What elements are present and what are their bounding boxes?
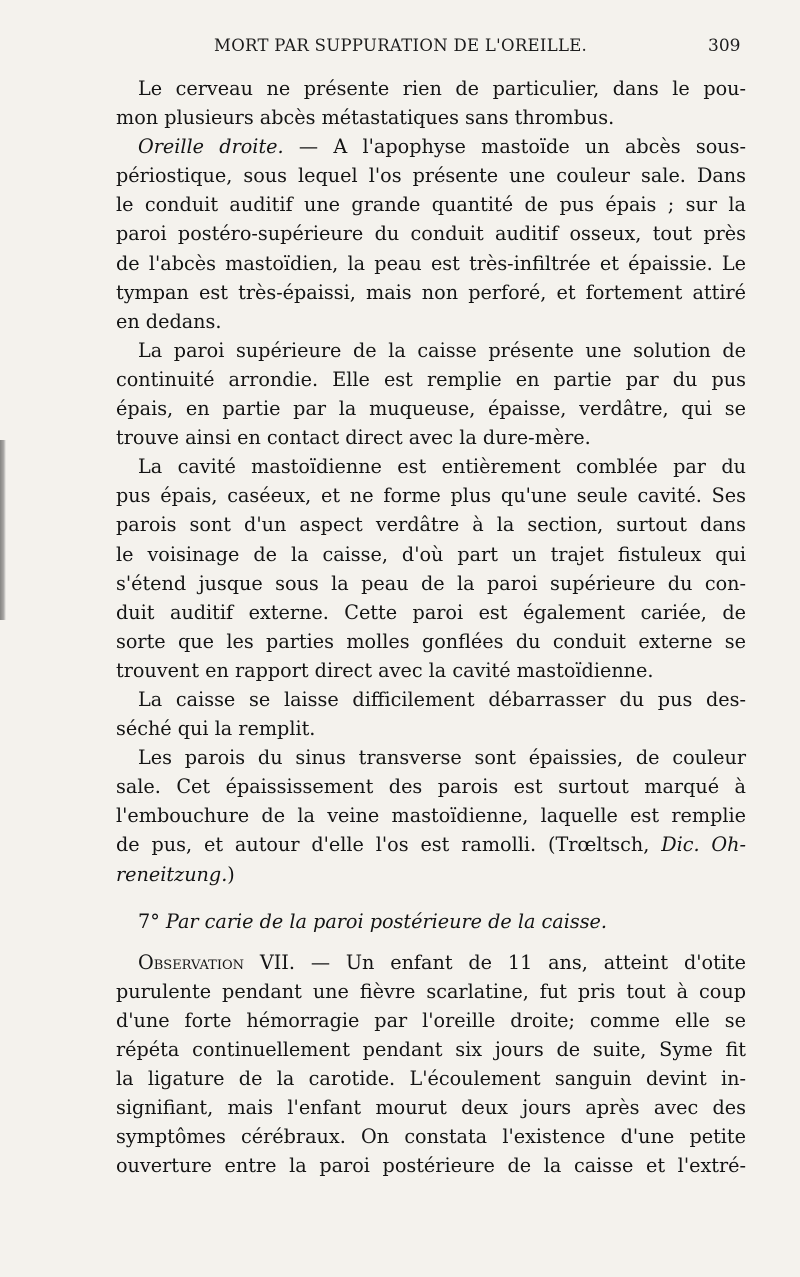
text-line: purulente pendant une fièvre scarlatine, fut pris tout à coup bbox=[116, 979, 746, 1003]
page-header bbox=[0, 36, 800, 60]
text-line: périostique, sous lequel l'os présente une couleur sale. Dans bbox=[116, 164, 746, 188]
page-number: 309 bbox=[708, 36, 741, 56]
text-line: trouvent en rapport direct avec la cavité mastoïdienne. bbox=[116, 658, 654, 682]
text-line: épais, en partie par la muqueuse, épaisse, verdâtre, qui se bbox=[116, 397, 746, 421]
text-line: sorte que les parties molles gonflées du conduit externe se bbox=[116, 629, 746, 653]
text-line: Les parois du sinus transverse sont épaissies, de couleur bbox=[138, 746, 746, 770]
text-line: Oreille droite. — A l'apophyse mastoïde un abcès sous- bbox=[138, 135, 746, 159]
text-line: séché qui la remplit. bbox=[116, 717, 316, 741]
text-line: signifiant, mais l'enfant mourut deux jours après avec des bbox=[116, 1096, 746, 1120]
section-number: 7° bbox=[138, 909, 160, 933]
section-gap bbox=[116, 936, 746, 948]
text-line: Observation VII. — Un enfant de 11 ans, atteint d'otite bbox=[138, 950, 746, 974]
text-line: le voisinage de la caisse, d'où part un trajet fistuleux qui bbox=[116, 542, 746, 566]
text-line: le conduit auditif une grande quantité de pus épais ; sur la bbox=[116, 193, 746, 217]
section-title: Par carie de la paroi postérieure de la caisse. bbox=[159, 909, 607, 933]
text-line: ouverture entre la paroi postérieure de la caisse et l'extré- bbox=[116, 1154, 746, 1178]
body-text bbox=[116, 74, 746, 1180]
text-line: sale. Cet épaississement des parois est surtout marqué à bbox=[116, 775, 746, 799]
text-line: pus épais, caséeux, et ne forme plus qu'une seule cavité. Ses bbox=[116, 484, 746, 508]
section-label-right-ear: Oreille droite. bbox=[138, 135, 284, 159]
text-line: en dedans. bbox=[116, 309, 222, 333]
text-line: répéta continuellement pendant six jours de suite, Syme fit bbox=[116, 1038, 746, 1061]
text-line: s'étend jusque sous la peau de la paroi supérieure du con- bbox=[116, 571, 746, 595]
text-line: mon plusieurs abcès métastatiques sans thrombus. bbox=[116, 106, 615, 130]
text-line: continuité arrondie. Elle est remplie en partie par du pus bbox=[116, 367, 746, 391]
observation-label: Observation VII. bbox=[138, 950, 295, 974]
section-heading bbox=[116, 907, 746, 936]
text-line: trouve ainsi en contact direct avec la dure-mère. bbox=[116, 426, 591, 450]
text-line: d'une forte hémorragie par l'oreille droite; comme elle se bbox=[116, 1008, 746, 1032]
section-gap bbox=[116, 889, 746, 907]
text-line: La paroi supérieure de la caisse présente une solution de bbox=[138, 338, 746, 362]
text-line: Le cerveau ne présente rien de particulier, dans le pou- bbox=[138, 77, 746, 100]
citation-title-end: reneitzung. bbox=[116, 862, 228, 886]
text-line: l'embouchure de la veine mastoïdienne, laquelle est remplie bbox=[116, 804, 746, 828]
citation-title: Dic. Oh- bbox=[661, 833, 746, 857]
text-line: parois sont d'un aspect verdâtre à la section, surtout dans bbox=[116, 513, 746, 537]
text-line: paroi postéro-supérieure du conduit auditif osseux, tout près bbox=[116, 222, 746, 246]
text-line: La cavité mastoïdienne est entièrement comblée par du bbox=[138, 455, 746, 479]
text-line: La caisse se laisse difficilement débarrasser du pus des- bbox=[138, 687, 746, 711]
text-line: reneitzung.) bbox=[116, 862, 235, 886]
page-binding-shadow bbox=[0, 440, 6, 620]
text-line: symptômes cérébraux. On constata l'existence d'une petite bbox=[116, 1125, 746, 1149]
text-line: de l'abcès mastoïdien, la peau est très-infiltrée et épaissie. Le bbox=[116, 251, 746, 275]
running-title: MORT PAR SUPPURATION DE L'OREILLE. bbox=[214, 36, 588, 55]
text-line: de pus, et autour d'elle l'os est ramolli. (Trœltsch, Dic. Oh- bbox=[116, 833, 746, 857]
text-line: la ligature de la carotide. L'écoulement sanguin devint in- bbox=[116, 1067, 746, 1091]
text-line: duit auditif externe. Cette paroi est également cariée, de bbox=[116, 600, 746, 624]
text-line: tympan est très-épaissi, mais non perforé, et fortement attiré bbox=[116, 280, 746, 304]
